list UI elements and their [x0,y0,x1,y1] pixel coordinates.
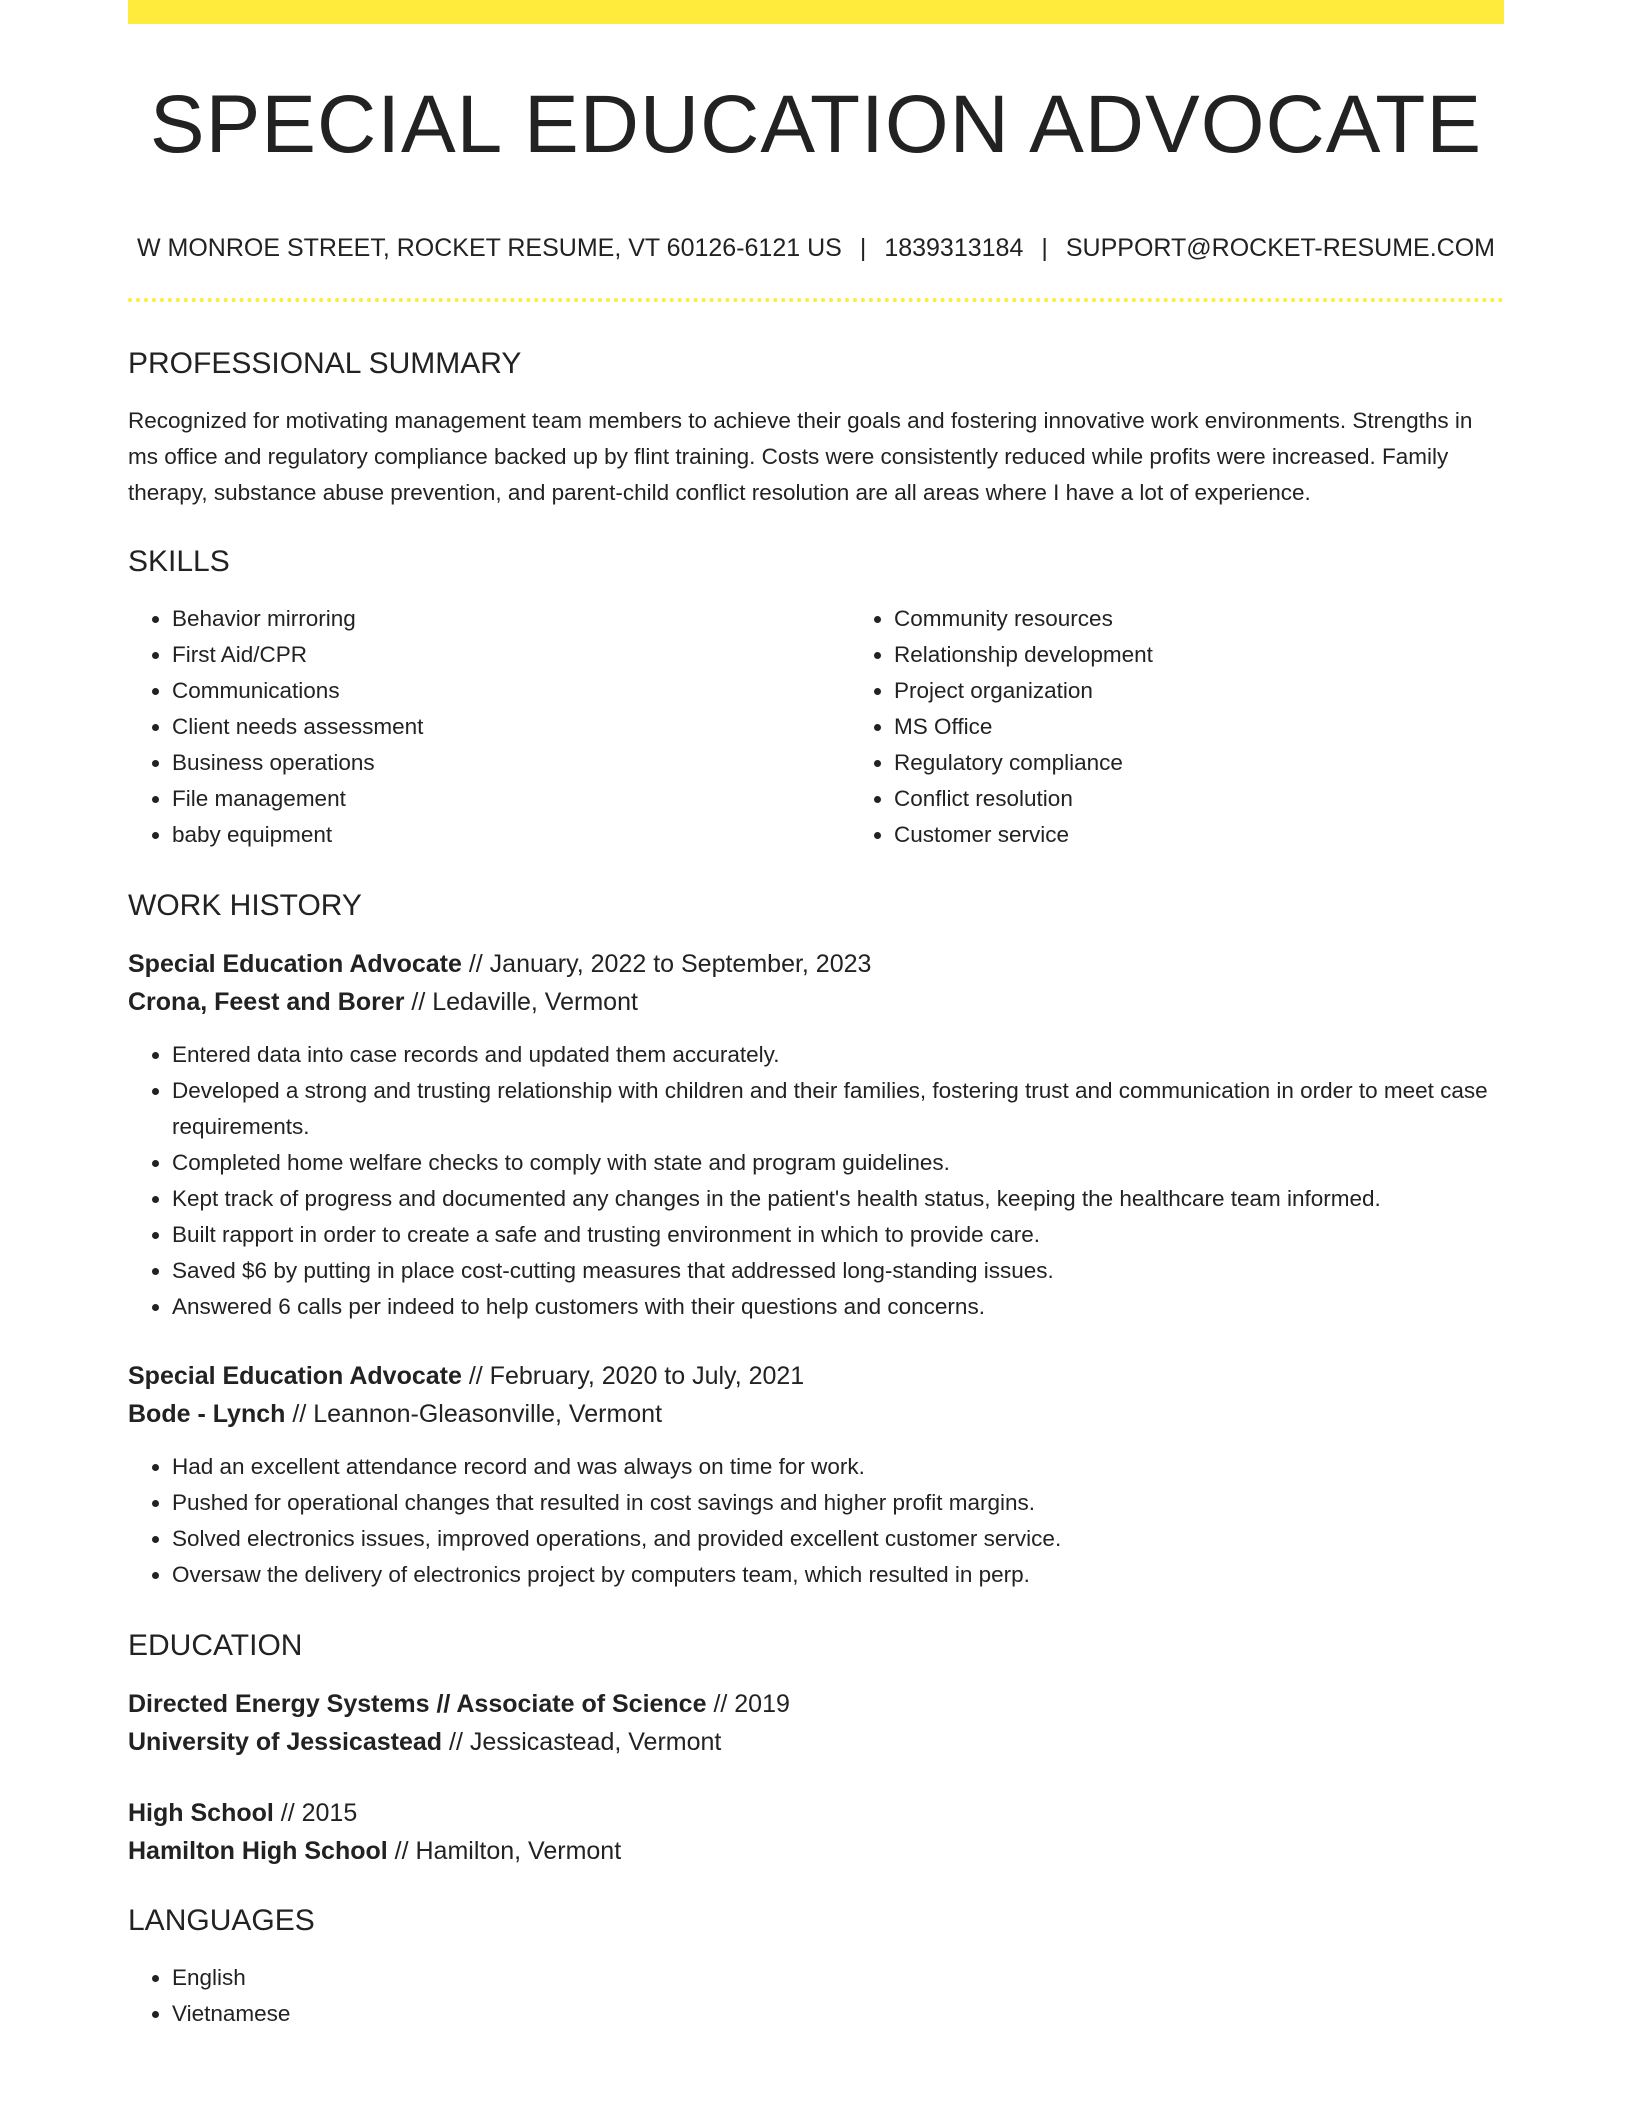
skill-item: • Relationship development [894,637,1572,673]
languages-list [128,1960,1504,2032]
section-title-skills: SKILLS [128,545,230,578]
contact-line [128,236,1504,261]
skills-column-right [850,601,1572,853]
job-bullet: • Answered 6 calls per indeed to help customers with their questions and concerns. [172,1289,1504,1325]
job-bullet: • Built rapport in order to create a safe and trusting environment in which to provide care. [172,1217,1504,1253]
education-entry [128,1685,1504,1761]
job-company: Crona, Feest and Borer [128,988,405,1016]
job-bullets [128,1449,1504,1593]
job-company: Bode - Lynch [128,1400,286,1428]
job-company-line [128,983,1504,1021]
summary-text: Recognized for motivating management team members to achieve their goals and fostering innovative work environments. Strengths in ms office and regulatory compliance backed up by flint training. Costs were consistently reduced while profits were increased. Family therapy, substance abuse prevention, and parent-child conflict resolution are all areas where I have a lot of experience. [128,408,1473,505]
job-role-line [128,1357,1504,1395]
section-title-languages: LANGUAGES [128,1904,315,1937]
education-location: // Jessicastead, Vermont [442,1728,722,1756]
education-location: // Hamilton, Vermont [387,1837,622,1865]
section-title-summary: PROFESSIONAL SUMMARY [128,347,522,380]
address: W MONROE STREET, ROCKET RESUME, VT 60126-6121 US [136,234,842,262]
job-bullet: • Oversaw the delivery of electronics project by computers team, which resulted in perp. [172,1557,1504,1593]
skill-item: • Regulatory compliance [894,745,1572,781]
education-school: University of Jessicastead [128,1728,443,1756]
education-degree: High School [128,1799,274,1827]
skill-item: • File management [172,781,850,817]
language-item: • English [172,1960,1504,1996]
job-role: Special Education Advocate [128,950,462,978]
skill-item: • First Aid/CPR [172,637,850,673]
skill-item: • Communications [172,673,850,709]
phone: 1839313184 [884,234,1024,262]
job-dates: // January, 2022 to September, 2023 [461,950,872,978]
job-bullet: • Had an excellent attendance record and was always on time for work. [172,1449,1504,1485]
education-school-line [128,1723,1504,1761]
separator: | [859,234,867,262]
job-company-line [128,1395,1504,1433]
section-title-work-history: WORK HISTORY [128,889,362,922]
candidate-title: SPECIAL EDUCATION ADVOCATE [149,79,1483,170]
separator: | [1041,234,1048,262]
job-location: // Leannon-Gleasonville, Vermont [285,1400,663,1428]
job-bullet: • Developed a strong and trusting relationship with children and their families, fostering trust and communication in order to meet case requirements. [172,1073,1504,1145]
language-item: • Vietnamese [172,1996,1504,2032]
section-title-education: EDUCATION [128,1629,303,1662]
job-bullet: • Saved $6 by putting in place cost-cutting measures that addressed long-standing issues. [172,1253,1504,1289]
job-entry [128,945,1504,1325]
education-entry [128,1794,1504,1870]
skills-column-left [128,601,850,853]
education-degree-line [128,1794,1504,1832]
skill-item: • Customer service [894,817,1572,853]
job-role-line [128,945,1504,983]
job-dates: // February, 2020 to July, 2021 [461,1362,805,1390]
education-degree: Directed Energy Systems // Associate of Science [128,1690,707,1718]
skill-item: • Conflict resolution [894,781,1572,817]
job-bullet: • Kept track of progress and documented any changes in the patient's health status, keeping the healthcare team informed. [172,1181,1504,1217]
skill-item: • Project organization [894,673,1572,709]
skill-item: • Client needs assessment [172,709,850,745]
skill-item: • Behavior mirroring [172,601,850,637]
email[interactable]: SUPPORT@ROCKET-RESUME.COM [1065,234,1495,262]
job-entry [128,1357,1504,1593]
education-year: // 2019 [706,1690,790,1718]
job-location: // Ledaville, Vermont [404,988,638,1016]
skill-item: • baby equipment [172,817,850,853]
dotted-divider [128,298,1504,302]
job-bullet: • Completed home welfare checks to comply with state and program guidelines. [172,1145,1504,1181]
skill-item: • MS Office [894,709,1572,745]
education-school: Hamilton High School [128,1837,388,1865]
top-accent-bar [128,0,1504,24]
skills-list [128,601,1504,853]
education-year: // 2015 [273,1799,358,1827]
job-bullets [128,1037,1504,1325]
job-bullet: • Pushed for operational changes that resulted in cost savings and higher profit margins. [172,1485,1504,1521]
skill-item: • Community resources [894,601,1572,637]
job-role: Special Education Advocate [128,1362,462,1390]
job-bullet: • Solved electronics issues, improved operations, and provided excellent customer service. [172,1521,1504,1557]
education-degree-line [128,1685,1504,1723]
job-bullet: • Entered data into case records and updated them accurately. [172,1037,1504,1073]
resume-page [128,0,1504,2032]
education-school-line [128,1832,1504,1870]
skill-item: • Business operations [172,745,850,781]
